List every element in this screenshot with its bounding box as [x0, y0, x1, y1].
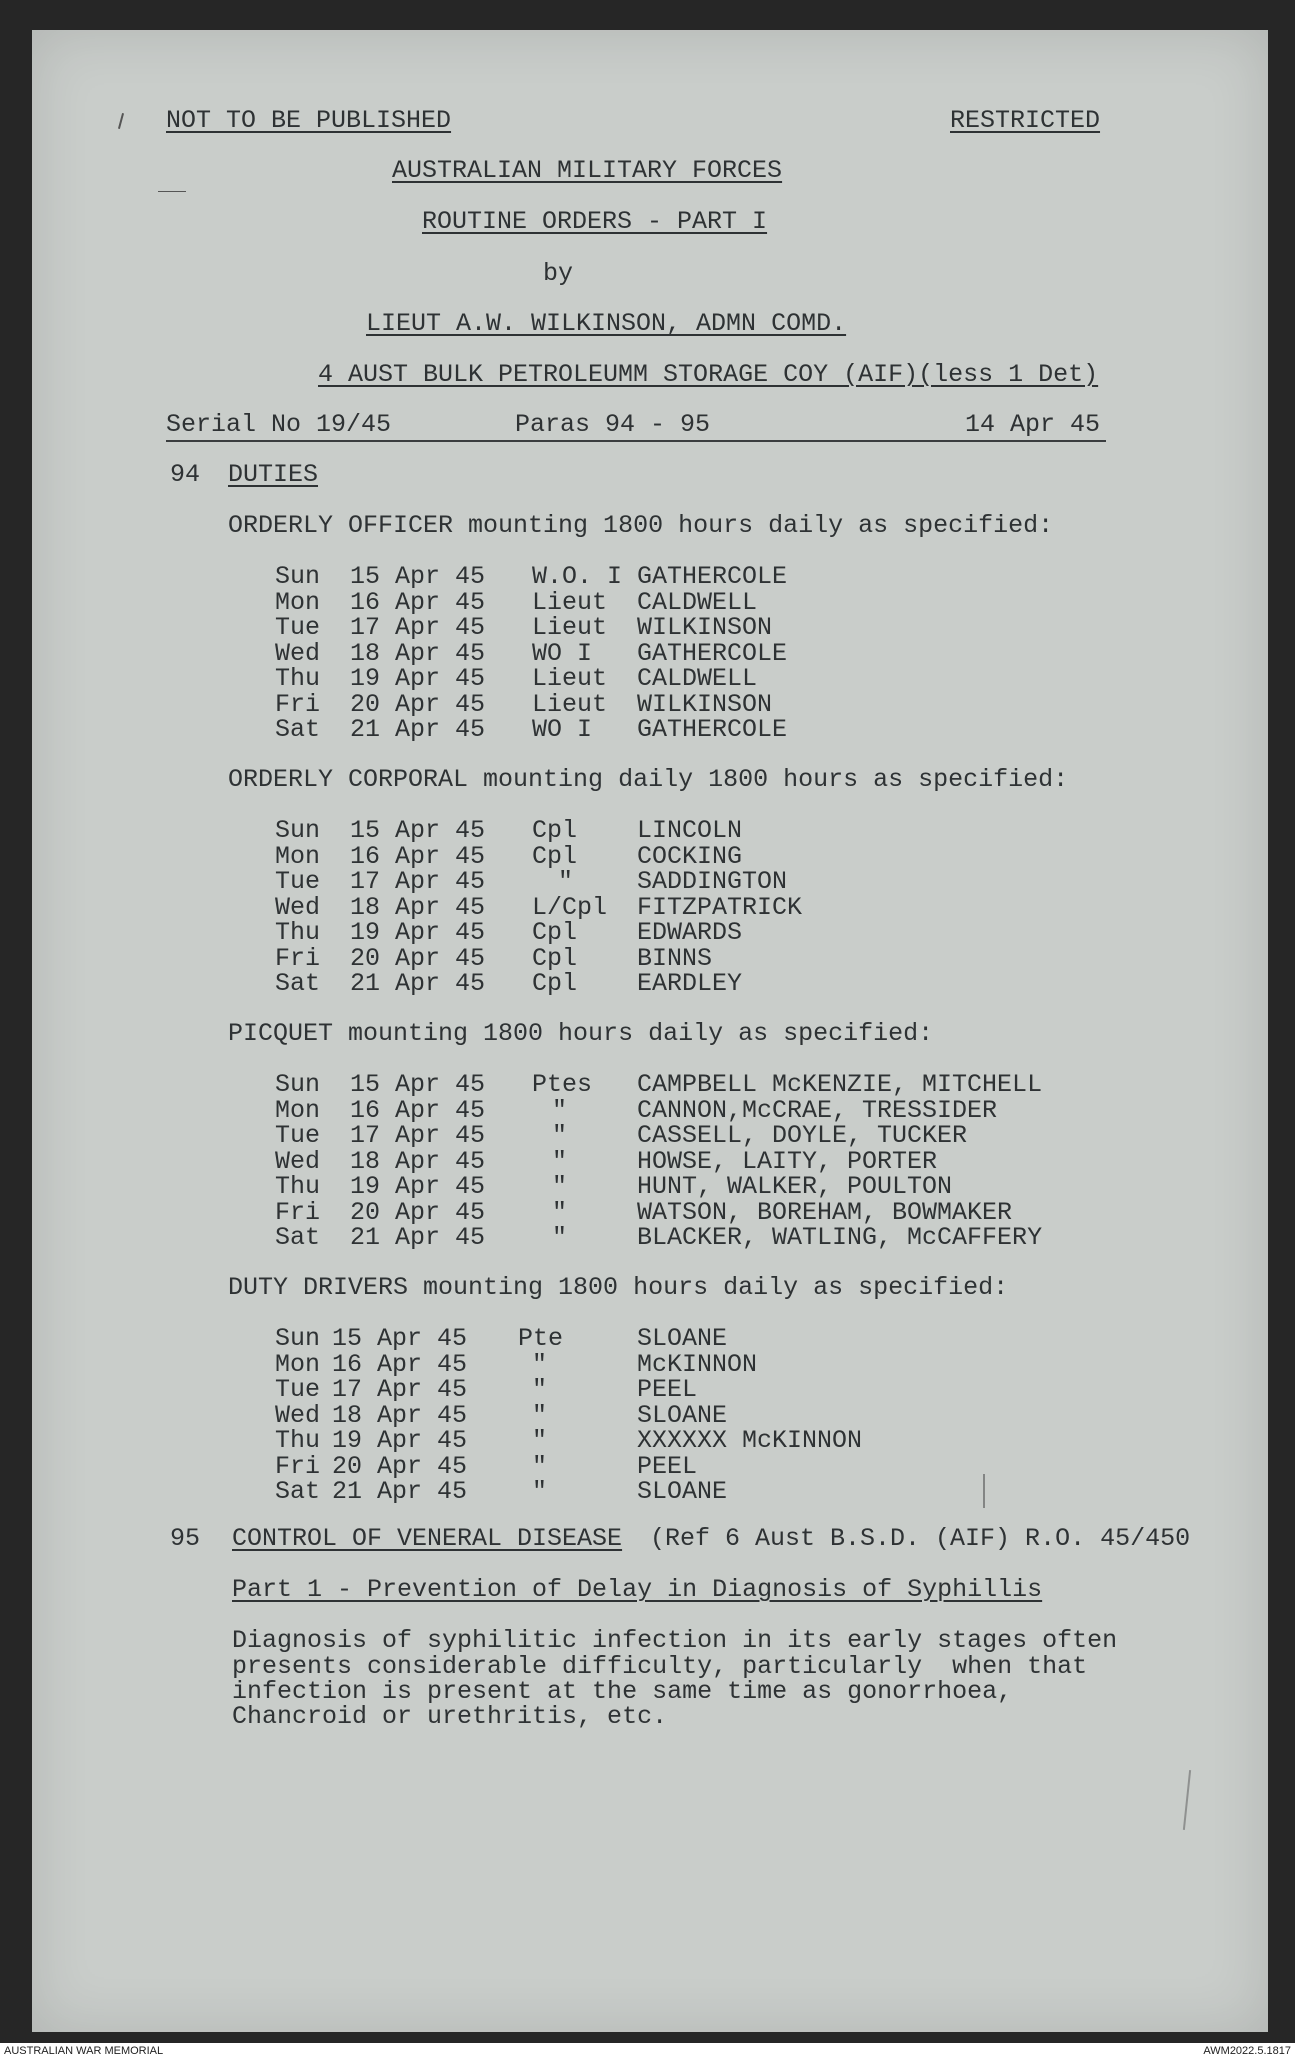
roster-rank: Lieut — [532, 588, 608, 617]
archive-name: AUSTRALIAN WAR MEMORIAL — [4, 2045, 164, 2057]
roster-day: Wed — [275, 1401, 321, 1430]
roster-name: SLOANE — [637, 1401, 728, 1430]
roster-rank: Lieut — [532, 664, 608, 693]
serial-number: Serial No 19/45 — [166, 410, 392, 439]
roster-rank: " — [558, 867, 574, 896]
roster-date: 15 Apr 45 — [350, 816, 486, 845]
para-95-body-line: infection is present at the same time as gonorrhoea, — [232, 1677, 1013, 1706]
roster-day: Tue — [275, 867, 321, 896]
roster-rank: " — [532, 1477, 548, 1506]
roster-date: 16 Apr 45 — [350, 1096, 486, 1125]
roster-rank: WO I — [532, 715, 593, 744]
roster-day: Thu — [275, 664, 321, 693]
roster-day: Sun — [275, 1324, 321, 1353]
roster-day: Sat — [275, 1477, 321, 1506]
roster-date: 20 Apr 45 — [350, 1198, 486, 1227]
roster-date: 16 Apr 45 — [350, 588, 486, 617]
roster-name: McKINNON — [637, 1350, 758, 1379]
roster-name: CASSELL, DOYLE, TUCKER — [637, 1121, 968, 1150]
roster-day: Sun — [275, 1070, 321, 1099]
roster-date: 17 Apr 45 — [332, 1375, 468, 1404]
roster-day: Wed — [275, 893, 321, 922]
roster-day: Tue — [275, 613, 321, 642]
roster-day: Thu — [275, 1426, 321, 1455]
unit-name: 4 AUST BULK PETROLEUMM STORAGE COY (AIF)(less 1 Det) — [318, 360, 1099, 389]
orderly-officer-intro: ORDERLY OFFICER mounting 1800 hours daily as specified: — [228, 511, 1054, 540]
roster-rank: " — [552, 1096, 568, 1125]
roster-day: Thu — [275, 918, 321, 947]
roster-date: 17 Apr 45 — [350, 867, 486, 896]
force-heading: AUSTRALIAN MILITARY FORCES — [392, 156, 783, 185]
issuing-officer: LIEUT A.W. WILKINSON, ADMN COMD. — [366, 309, 847, 338]
para-95-heading: CONTROL OF VENERAL DISEASE — [232, 1524, 623, 1553]
roster-date: 15 Apr 45 — [350, 562, 486, 591]
roster-rank: " — [552, 1223, 568, 1252]
para-95-subheading: Part 1 - Prevention of Delay in Diagnosis of Syphillis — [232, 1575, 1043, 1604]
order-date: 14 Apr 45 — [965, 410, 1101, 439]
roster-name: FITZPATRICK — [637, 893, 803, 922]
roster-name: GATHERCOLE — [637, 562, 788, 591]
roster-day: Fri — [275, 690, 321, 719]
roster-name: BINNS — [637, 944, 713, 973]
roster-day: Tue — [275, 1121, 321, 1150]
roster-name: HOWSE, LAITY, PORTER — [637, 1147, 938, 1176]
roster-name: GATHERCOLE — [637, 639, 788, 668]
roster-rank: " — [552, 1172, 568, 1201]
roster-date: 18 Apr 45 — [350, 639, 486, 668]
roster-date: 18 Apr 45 — [350, 893, 486, 922]
roster-name: CALDWELL — [637, 588, 758, 617]
roster-date: 19 Apr 45 — [350, 1172, 486, 1201]
roster-rank: " — [532, 1401, 548, 1430]
roster-date: 19 Apr 45 — [350, 918, 486, 947]
roster-day: Thu — [275, 1172, 321, 1201]
header-rule — [166, 440, 1106, 442]
roster-date: 15 Apr 45 — [332, 1324, 468, 1353]
roster-date: 21 Apr 45 — [350, 715, 486, 744]
roster-day: Sat — [275, 1223, 321, 1252]
roster-name: SLOANE — [637, 1477, 728, 1506]
roster-rank: " — [552, 1198, 568, 1227]
roster-rank: " — [532, 1375, 548, 1404]
roster-date: 17 Apr 45 — [350, 613, 486, 642]
roster-name: LINCOLN — [637, 816, 743, 845]
pen-mark — [983, 1474, 985, 1508]
roster-rank: WO I — [532, 639, 593, 668]
roster-day: Wed — [275, 639, 321, 668]
roster-rank: Cpl — [532, 944, 578, 973]
roster-rank: " — [532, 1350, 548, 1379]
roster-date: 20 Apr 45 — [350, 944, 486, 973]
roster-date: 17 Apr 45 — [350, 1121, 486, 1150]
roster-rank: " — [532, 1426, 548, 1455]
roster-name: WILKINSON — [637, 690, 773, 719]
picquet-intro: PICQUET mounting 1800 hours daily as specified: — [228, 1019, 934, 1048]
roster-day: Fri — [275, 944, 321, 973]
para-94-heading: DUTIES — [228, 460, 319, 489]
roster-name: SLOANE — [637, 1324, 728, 1353]
roster-rank: " — [552, 1121, 568, 1150]
roster-rank: L/Cpl — [532, 893, 608, 922]
not-to-be-published-marking: NOT TO BE PUBLISHED — [166, 106, 452, 135]
roster-name: EDWARDS — [637, 918, 743, 947]
archive-reference: AWM2022.5.1817 — [1203, 2045, 1291, 2057]
para-95-number: 95 — [170, 1524, 201, 1553]
roster-name: GATHERCOLE — [637, 715, 788, 744]
roster-name: HUNT, WALKER, POULTON — [637, 1172, 953, 1201]
roster-name: SADDINGTON — [637, 867, 788, 896]
pen-mark — [158, 191, 186, 192]
roster-rank: Cpl — [532, 969, 578, 998]
roster-day: Mon — [275, 1350, 321, 1379]
paras-range: Paras 94 - 95 — [515, 410, 711, 439]
roster-date: 18 Apr 45 — [350, 1147, 486, 1176]
roster-name: XXXXXX McKINNON — [637, 1426, 863, 1455]
roster-day: Fri — [275, 1452, 321, 1481]
roster-name: EARDLEY — [637, 969, 743, 998]
roster-date: 20 Apr 45 — [350, 690, 486, 719]
roster-rank: " — [552, 1147, 568, 1176]
roster-day: Sat — [275, 715, 321, 744]
archive-footer — [0, 2043, 1295, 2061]
roster-date: 21 Apr 45 — [332, 1477, 468, 1506]
roster-name: CALDWELL — [637, 664, 758, 693]
roster-date: 16 Apr 45 — [350, 842, 486, 871]
roster-date: 19 Apr 45 — [350, 664, 486, 693]
roster-rank: " — [532, 1452, 548, 1481]
para-95-reference: (Ref 6 Aust B.S.D. (AIF) R.O. 45/450 — [650, 1524, 1191, 1553]
document-title: ROUTINE ORDERS - PART I — [422, 207, 768, 236]
roster-date: 20 Apr 45 — [332, 1452, 468, 1481]
roster-rank: Cpl — [532, 842, 578, 871]
roster-day: Mon — [275, 588, 321, 617]
roster-name: PEEL — [637, 1452, 698, 1481]
roster-day: Mon — [275, 842, 321, 871]
para-94-number: 94 — [170, 460, 201, 489]
roster-rank: Lieut — [532, 613, 608, 642]
roster-day: Tue — [275, 1375, 321, 1404]
duty-drivers-intro: DUTY DRIVERS mounting 1800 hours daily as specified: — [228, 1273, 1009, 1302]
restricted-marking: RESTRICTED — [950, 106, 1101, 135]
roster-rank: Lieut — [532, 690, 608, 719]
roster-day: Sun — [275, 562, 321, 591]
roster-name: COCKING — [637, 842, 743, 871]
roster-rank: Pte — [518, 1324, 564, 1353]
roster-date: 19 Apr 45 — [332, 1426, 468, 1455]
para-95-body-line: Chancroid or urethritis, etc. — [232, 1702, 668, 1731]
by-line: by — [543, 259, 574, 288]
roster-date: 21 Apr 45 — [350, 969, 486, 998]
roster-day: Mon — [275, 1096, 321, 1125]
roster-rank: Ptes — [532, 1070, 593, 1099]
orderly-corporal-intro: ORDERLY CORPORAL mounting daily 1800 hours as specified: — [228, 765, 1069, 794]
roster-name: WATSON, BOREHAM, BOWMAKER — [637, 1198, 1013, 1227]
roster-rank: Cpl — [532, 918, 578, 947]
roster-day: Fri — [275, 1198, 321, 1227]
roster-date: 21 Apr 45 — [350, 1223, 486, 1252]
roster-name: CAMPBELL McKENZIE, MITCHELL — [637, 1070, 1043, 1099]
roster-rank: W.O. I — [532, 562, 623, 591]
roster-name: PEEL — [637, 1375, 698, 1404]
para-95-body-line: presents considerable difficulty, particularly when that — [232, 1652, 1088, 1681]
roster-date: 16 Apr 45 — [332, 1350, 468, 1379]
roster-day: Sun — [275, 816, 321, 845]
roster-day: Sat — [275, 969, 321, 998]
roster-date: 18 Apr 45 — [332, 1401, 468, 1430]
para-95-body-line: Diagnosis of syphilitic infection in its early stages often — [232, 1626, 1118, 1655]
roster-name: BLACKER, WATLING, McCAFFERY — [637, 1223, 1043, 1252]
roster-date: 15 Apr 45 — [350, 1070, 486, 1099]
roster-name: WILKINSON — [637, 613, 773, 642]
roster-name: CANNON,McCRAE, TRESSIDER — [637, 1096, 998, 1125]
roster-day: Wed — [275, 1147, 321, 1176]
roster-rank: Cpl — [532, 816, 578, 845]
